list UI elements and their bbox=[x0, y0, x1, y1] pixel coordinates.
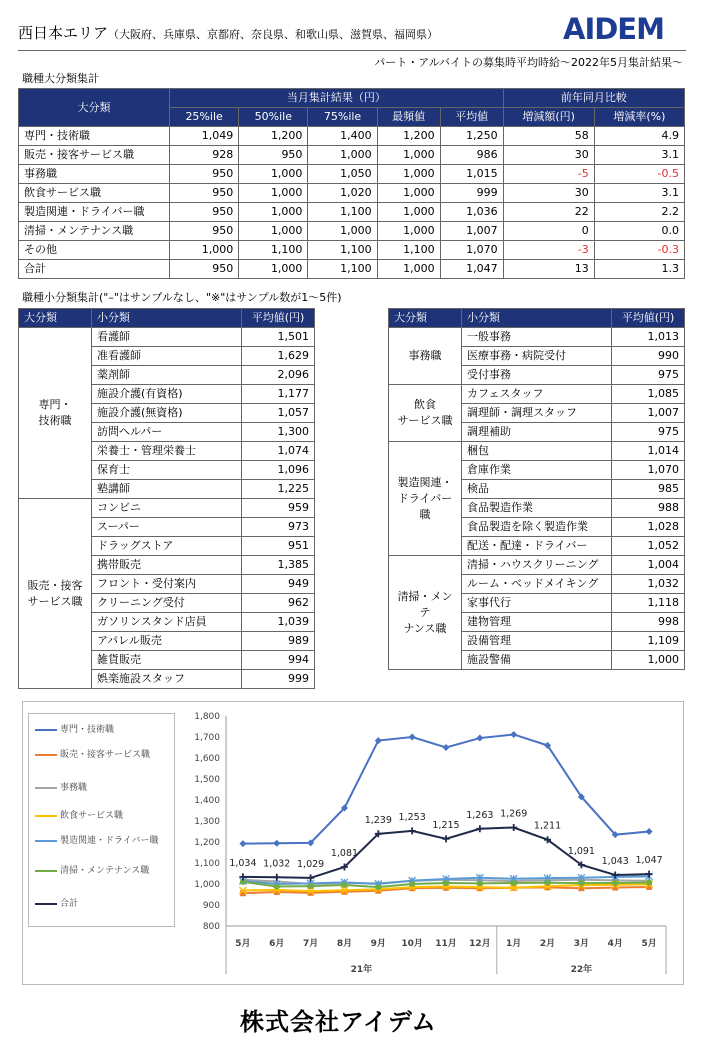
table-cell: 30 bbox=[503, 146, 594, 165]
item-name: 施設警備 bbox=[462, 651, 612, 670]
header-cell: 平均値(円) bbox=[242, 309, 315, 328]
x-tick-label: 11月 bbox=[435, 939, 457, 949]
item-value: 989 bbox=[242, 632, 315, 651]
data-label: 1,215 bbox=[432, 819, 460, 831]
data-label: 1,034 bbox=[229, 857, 257, 869]
item-value: 998 bbox=[612, 613, 685, 632]
item-value: 1,501 bbox=[242, 328, 315, 347]
table-cell: 1,000 bbox=[377, 184, 440, 203]
table-cell: 1,000 bbox=[377, 260, 440, 279]
table-cell: 1,047 bbox=[440, 260, 503, 279]
major-table-label: 職種大分類集計 bbox=[22, 72, 99, 85]
company-logo: AIDEM bbox=[563, 12, 664, 46]
data-point bbox=[612, 880, 618, 886]
item-value: 1,057 bbox=[242, 404, 315, 423]
table-cell: 2.2 bbox=[594, 203, 684, 222]
header-cell: 小分類 bbox=[92, 309, 242, 328]
table-cell: 1,200 bbox=[239, 127, 308, 146]
item-name: 調理師・調理スタッフ bbox=[462, 404, 612, 423]
prefecture-list: （大阪府、兵庫県、京都府、奈良県、和歌山県、滋賀県、福岡県） bbox=[108, 28, 439, 41]
item-value: 1,070 bbox=[612, 461, 685, 480]
data-point bbox=[476, 735, 483, 742]
table-cell: -5 bbox=[503, 165, 594, 184]
y-tick-label: 1,200 bbox=[194, 838, 220, 848]
table-cell: 1,100 bbox=[308, 241, 377, 260]
item-value: 1,004 bbox=[612, 556, 685, 575]
data-label: 1,029 bbox=[297, 858, 325, 870]
category-cell: 専門・ 技術職 bbox=[19, 328, 92, 499]
row-label: 製造関連・ドライバー職 bbox=[19, 203, 170, 222]
data-point bbox=[578, 880, 584, 886]
data-label: 1,239 bbox=[364, 814, 392, 826]
row-label: 清掃・メンテナンス職 bbox=[19, 222, 170, 241]
table-cell: 1,049 bbox=[170, 127, 239, 146]
item-name: 梱包 bbox=[462, 442, 612, 461]
item-name: 看護師 bbox=[92, 328, 242, 347]
year-label: 22年 bbox=[570, 965, 593, 975]
item-name: 設備管理 bbox=[462, 632, 612, 651]
header-cell: 大分類 bbox=[389, 309, 462, 328]
data-point bbox=[409, 881, 415, 887]
table-cell: 1,000 bbox=[239, 165, 308, 184]
item-value: 2,096 bbox=[242, 366, 315, 385]
legend-label: 製造関連・ドライバー職 bbox=[60, 836, 159, 846]
item-name: 雑貨販売 bbox=[92, 651, 242, 670]
item-value: 985 bbox=[612, 480, 685, 499]
data-point bbox=[646, 880, 652, 886]
data-point bbox=[273, 874, 280, 881]
data-point bbox=[510, 731, 517, 738]
x-tick-label: 5月 bbox=[641, 939, 657, 949]
legend-label: 飲食サービス職 bbox=[60, 811, 124, 821]
item-value: 1,225 bbox=[242, 480, 315, 499]
item-value: 1,074 bbox=[242, 442, 315, 461]
data-point bbox=[308, 883, 314, 889]
item-name: 訪問ヘルパー bbox=[92, 423, 242, 442]
data-point bbox=[646, 828, 653, 835]
x-tick-label: 8月 bbox=[336, 939, 353, 949]
y-tick-label: 1,500 bbox=[194, 775, 220, 785]
category-cell: 販売・接客 サービス職 bbox=[19, 499, 92, 689]
x-tick-label: 5月 bbox=[235, 939, 251, 949]
row-label: 販売・接客サービス職 bbox=[19, 146, 170, 165]
table-cell: 22 bbox=[503, 203, 594, 222]
table-cell: 1,000 bbox=[170, 241, 239, 260]
table-cell: 58 bbox=[503, 127, 594, 146]
table-cell: 950 bbox=[170, 222, 239, 241]
data-label: 1,211 bbox=[533, 820, 562, 832]
item-name: 受付事務 bbox=[462, 366, 612, 385]
item-value: 973 bbox=[242, 518, 315, 537]
item-value: 994 bbox=[242, 651, 315, 670]
table-cell: -0.3 bbox=[594, 241, 684, 260]
table-cell: 950 bbox=[170, 260, 239, 279]
item-name: 家事代行 bbox=[462, 594, 612, 613]
table-cell: 1,400 bbox=[308, 127, 377, 146]
item-name: 検品 bbox=[462, 480, 612, 499]
table-cell: 1,000 bbox=[308, 146, 377, 165]
header-cell: 25%ile bbox=[170, 108, 239, 127]
item-name: 食品製造を除く製造作業 bbox=[462, 518, 612, 537]
item-name: 栄養士・管理栄養士 bbox=[92, 442, 242, 461]
table-cell: 950 bbox=[170, 203, 239, 222]
x-tick-label: 1月 bbox=[506, 939, 522, 949]
table-cell: -3 bbox=[503, 241, 594, 260]
data-point bbox=[545, 880, 551, 886]
item-name: スーパー bbox=[92, 518, 242, 537]
legend-label: 清掃・メンテナンス職 bbox=[60, 866, 150, 876]
legend-label: 合計 bbox=[60, 899, 79, 909]
data-label: 1,263 bbox=[466, 809, 494, 821]
item-value: 1,013 bbox=[612, 328, 685, 347]
item-name: コンビニ bbox=[92, 499, 242, 518]
item-value: 975 bbox=[612, 366, 685, 385]
item-value: 999 bbox=[242, 670, 315, 689]
item-name: 調理補助 bbox=[462, 423, 612, 442]
table-cell: 4.9 bbox=[594, 127, 684, 146]
item-name: 施設介護(有資格) bbox=[92, 385, 242, 404]
item-value: 949 bbox=[242, 575, 315, 594]
item-value: 1,007 bbox=[612, 404, 685, 423]
item-value: 1,177 bbox=[242, 385, 315, 404]
table-cell: 1,000 bbox=[377, 165, 440, 184]
item-name: 娯楽施設スタッフ bbox=[92, 670, 242, 689]
table-cell: 1,100 bbox=[308, 203, 377, 222]
row-label: その他 bbox=[19, 241, 170, 260]
item-value: 1,300 bbox=[242, 423, 315, 442]
item-name: クリーニング受付 bbox=[92, 594, 242, 613]
item-name: 倉庫作業 bbox=[462, 461, 612, 480]
item-value: 1,014 bbox=[612, 442, 685, 461]
table-cell: 1,000 bbox=[239, 222, 308, 241]
category-cell: 飲食 サービス職 bbox=[389, 385, 462, 442]
report-subtitle: パート・アルバイトの募集時平均時給～2022年5月集計結果～ bbox=[374, 56, 683, 69]
item-value: 1,052 bbox=[612, 537, 685, 556]
table-cell: 1,100 bbox=[377, 241, 440, 260]
header-cell: 平均値(円) bbox=[612, 309, 685, 328]
item-value: 990 bbox=[612, 347, 685, 366]
item-value: 1,028 bbox=[612, 518, 685, 537]
item-value: 1,032 bbox=[612, 575, 685, 594]
item-name: 准看護師 bbox=[92, 347, 242, 366]
item-value: 951 bbox=[242, 537, 315, 556]
data-point bbox=[443, 744, 450, 751]
x-tick-label: 2月 bbox=[539, 939, 556, 949]
table-cell: 30 bbox=[503, 184, 594, 203]
header-cell: 75%ile bbox=[308, 108, 377, 127]
table-cell: 13 bbox=[503, 260, 594, 279]
table-cell: 999 bbox=[440, 184, 503, 203]
table-cell: 1,100 bbox=[308, 260, 377, 279]
data-point bbox=[476, 825, 483, 832]
table-cell: 928 bbox=[170, 146, 239, 165]
item-name: ドラッグストア bbox=[92, 537, 242, 556]
table-cell: 1,015 bbox=[440, 165, 503, 184]
data-label: 1,043 bbox=[601, 855, 629, 867]
minor-table-label: 職種小分類集計("–"はサンプルなし、"※"はサンプル数が1～5件) bbox=[22, 291, 342, 304]
category-cell: 事務職 bbox=[389, 328, 462, 385]
item-name: 塾講師 bbox=[92, 480, 242, 499]
x-tick-label: 3月 bbox=[573, 939, 590, 949]
y-tick-label: 1,000 bbox=[194, 880, 220, 890]
header-cell: 最頻値 bbox=[377, 108, 440, 127]
header-cell: 大分類 bbox=[19, 89, 170, 127]
data-label: 1,253 bbox=[398, 811, 426, 823]
item-name: アパレル販売 bbox=[92, 632, 242, 651]
item-name: カフェスタッフ bbox=[462, 385, 612, 404]
data-point bbox=[239, 840, 246, 847]
data-point bbox=[273, 840, 280, 847]
item-name: 医療事務・病院受付 bbox=[462, 347, 612, 366]
table-cell: 950 bbox=[170, 184, 239, 203]
table-cell: 1,000 bbox=[377, 146, 440, 165]
x-tick-label: 9月 bbox=[370, 939, 386, 949]
legend-label: 事務職 bbox=[60, 783, 88, 793]
item-name: 保育士 bbox=[92, 461, 242, 480]
header-cell: 増減額(円) bbox=[503, 108, 594, 127]
item-value: 1,096 bbox=[242, 461, 315, 480]
legend-label: 専門・技術職 bbox=[60, 725, 115, 735]
y-tick-label: 1,300 bbox=[194, 817, 220, 827]
header-cell: 平均値 bbox=[440, 108, 503, 127]
item-value: 1,085 bbox=[612, 385, 685, 404]
data-point bbox=[477, 880, 483, 886]
header-cell: 小分類 bbox=[462, 309, 612, 328]
row-label: 飲食サービス職 bbox=[19, 184, 170, 203]
x-tick-label: 12月 bbox=[469, 939, 491, 949]
data-label: 1,081 bbox=[330, 847, 359, 859]
data-point bbox=[375, 884, 381, 890]
table-cell: 1,000 bbox=[308, 222, 377, 241]
row-label: 専門・技術職 bbox=[19, 127, 170, 146]
table-cell: 1,000 bbox=[377, 203, 440, 222]
y-tick-label: 1,600 bbox=[194, 754, 220, 764]
table-cell: 950 bbox=[170, 165, 239, 184]
row-label: 合計 bbox=[19, 260, 170, 279]
data-point bbox=[443, 835, 450, 842]
table-cell: 1.3 bbox=[594, 260, 684, 279]
item-name: 建物管理 bbox=[462, 613, 612, 632]
data-point bbox=[409, 827, 416, 834]
item-name: 清掃・ハウスクリーニング bbox=[462, 556, 612, 575]
table-cell: 1,070 bbox=[440, 241, 503, 260]
header-cell: 当月集計結果（円） bbox=[170, 89, 504, 108]
table-cell: 1,200 bbox=[377, 127, 440, 146]
data-label: 1,032 bbox=[263, 858, 291, 870]
item-value: 988 bbox=[612, 499, 685, 518]
category-cell: 清掃・メンテ ナンス職 bbox=[389, 556, 462, 670]
item-name: 配送・配達・ドライバー bbox=[462, 537, 612, 556]
item-value: 962 bbox=[242, 594, 315, 613]
table-cell: 1,050 bbox=[308, 165, 377, 184]
data-point bbox=[510, 824, 517, 831]
y-tick-label: 800 bbox=[202, 922, 220, 932]
table-cell: 1,000 bbox=[239, 184, 308, 203]
data-point bbox=[375, 737, 382, 744]
data-point bbox=[409, 734, 416, 741]
category-cell: 製造関連・ ドライバー職 bbox=[389, 442, 462, 556]
table-cell: 1,100 bbox=[239, 241, 308, 260]
table-cell: 1,000 bbox=[377, 222, 440, 241]
year-label: 21年 bbox=[350, 965, 373, 975]
table-cell: 1,000 bbox=[239, 260, 308, 279]
item-name: ガソリンスタンド店員 bbox=[92, 613, 242, 632]
data-point bbox=[511, 880, 517, 886]
item-name: 携帯販売 bbox=[92, 556, 242, 575]
x-tick-label: 10月 bbox=[401, 939, 423, 949]
y-tick-label: 1,800 bbox=[194, 712, 220, 722]
table-cell: 1,000 bbox=[239, 203, 308, 222]
table-cell: 986 bbox=[440, 146, 503, 165]
data-label: 1,047 bbox=[635, 855, 663, 867]
header-cell: 大分類 bbox=[19, 309, 92, 328]
header-cell: 増減率(%) bbox=[594, 108, 684, 127]
region-title: 西日本エリア bbox=[18, 24, 109, 42]
item-value: 1,039 bbox=[242, 613, 315, 632]
item-value: 959 bbox=[242, 499, 315, 518]
header-cell: 50%ile bbox=[239, 108, 308, 127]
item-value: 1,629 bbox=[242, 347, 315, 366]
item-value: 1,118 bbox=[612, 594, 685, 613]
footer-company: 株式会社アイデム bbox=[240, 1008, 437, 1036]
item-value: 1,385 bbox=[242, 556, 315, 575]
data-point bbox=[274, 884, 280, 890]
legend-label: 販売・接客サービス職 bbox=[60, 750, 151, 760]
data-label: 1,269 bbox=[500, 808, 528, 820]
x-tick-label: 6月 bbox=[269, 939, 285, 949]
y-tick-label: 1,100 bbox=[194, 859, 220, 869]
x-tick-label: 4月 bbox=[607, 939, 623, 949]
row-label: 事務職 bbox=[19, 165, 170, 184]
table-cell: 1,007 bbox=[440, 222, 503, 241]
table-cell: 1,250 bbox=[440, 127, 503, 146]
table-cell: 1,020 bbox=[308, 184, 377, 203]
data-label: 1,091 bbox=[567, 845, 595, 857]
table-cell: -0.5 bbox=[594, 165, 684, 184]
item-name: 施設介護(無資格) bbox=[92, 404, 242, 423]
item-value: 1,109 bbox=[612, 632, 685, 651]
x-tick-label: 7月 bbox=[302, 939, 319, 949]
data-point bbox=[443, 880, 449, 886]
item-name: ルーム・ベッドメイキング bbox=[462, 575, 612, 594]
y-tick-label: 1,700 bbox=[194, 733, 220, 743]
item-name: 食品製造作業 bbox=[462, 499, 612, 518]
item-value: 975 bbox=[612, 423, 685, 442]
header-cell: 前年同月比較 bbox=[503, 89, 684, 108]
table-cell: 0.0 bbox=[594, 222, 684, 241]
table-cell: 0 bbox=[503, 222, 594, 241]
y-tick-label: 1,400 bbox=[194, 796, 220, 806]
item-name: 薬剤師 bbox=[92, 366, 242, 385]
item-name: 一般事務 bbox=[462, 328, 612, 347]
table-cell: 3.1 bbox=[594, 184, 684, 203]
table-cell: 3.1 bbox=[594, 146, 684, 165]
y-tick-label: 900 bbox=[202, 901, 220, 911]
item-value: 1,000 bbox=[612, 651, 685, 670]
table-cell: 950 bbox=[239, 146, 308, 165]
item-name: フロント・受付案内 bbox=[92, 575, 242, 594]
table-cell: 1,036 bbox=[440, 203, 503, 222]
data-point bbox=[341, 882, 347, 888]
